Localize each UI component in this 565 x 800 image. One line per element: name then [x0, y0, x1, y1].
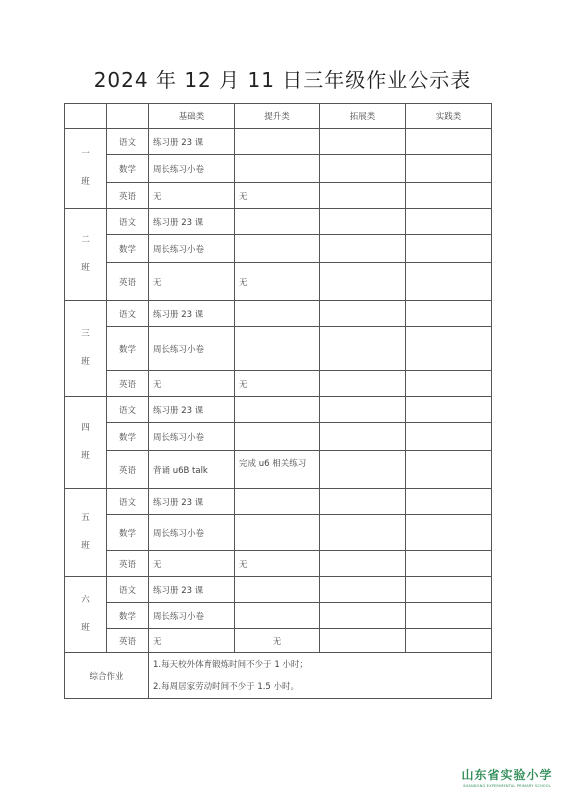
practice-cell — [406, 183, 492, 209]
improve-cell — [235, 155, 320, 183]
subject-cell: 语文 — [107, 577, 149, 603]
subject-cell: 数学 — [107, 235, 149, 263]
subject-cell: 语文 — [107, 209, 149, 235]
basic-cell: 练习册 23 课 — [149, 397, 235, 423]
subject-cell: 英语 — [107, 371, 149, 397]
class-label-char: 班 — [81, 176, 90, 187]
improve-cell — [235, 209, 320, 235]
header-cell — [107, 104, 149, 129]
class-label — [65, 129, 107, 209]
improve-cell — [235, 129, 320, 155]
improve-cell: 无 — [235, 183, 320, 209]
table-row — [65, 489, 492, 515]
summary-row — [65, 653, 492, 699]
expand-cell — [320, 155, 406, 183]
class-label-char: 五 — [81, 512, 90, 523]
class-label — [65, 209, 107, 301]
basic-cell: 周长练习小卷 — [149, 235, 235, 263]
improve-cell — [235, 603, 320, 629]
class-label — [65, 397, 107, 489]
practice-cell — [406, 209, 492, 235]
table-row — [65, 371, 492, 397]
subject-cell: 英语 — [107, 263, 149, 301]
table-row — [65, 603, 492, 629]
summary-label: 综合作业 — [65, 653, 149, 699]
class-label-char: 班 — [81, 262, 90, 273]
practice-cell — [406, 629, 492, 653]
subject-cell: 语文 — [107, 129, 149, 155]
table-row — [65, 397, 492, 423]
subject-cell: 英语 — [107, 183, 149, 209]
practice-cell — [406, 515, 492, 551]
basic-cell: 练习册 23 课 — [149, 577, 235, 603]
improve-cell: 无 — [235, 629, 320, 653]
improve-cell: 无 — [235, 263, 320, 301]
basic-cell: 背诵 u6B talk — [149, 451, 235, 489]
expand-cell — [320, 577, 406, 603]
improve-cell: 无 — [235, 551, 320, 577]
header-improve: 提升类 — [235, 104, 320, 129]
subject-cell: 数学 — [107, 423, 149, 451]
expand-cell — [320, 397, 406, 423]
improve-cell: 完成 u6 相关练习 — [235, 451, 320, 489]
class-label-char: 班 — [81, 356, 90, 367]
table-row — [65, 451, 492, 489]
header-row — [65, 104, 492, 129]
improve-cell — [235, 515, 320, 551]
summary-content — [149, 653, 492, 699]
summary-line: 1.每天校外体育锻炼时间不少于 1 小时； — [153, 659, 308, 670]
basic-cell: 练习册 23 课 — [149, 129, 235, 155]
table-row — [65, 155, 492, 183]
subject-cell: 数学 — [107, 327, 149, 371]
practice-cell — [406, 263, 492, 301]
table-row — [65, 301, 492, 327]
improve-cell — [235, 423, 320, 451]
expand-cell — [320, 451, 406, 489]
table-row — [65, 327, 492, 371]
practice-cell — [406, 301, 492, 327]
header-practice: 实践类 — [406, 104, 492, 129]
basic-cell: 无 — [149, 371, 235, 397]
subject-cell: 数学 — [107, 515, 149, 551]
table-row — [65, 515, 492, 551]
summary-line: 2.每周居家劳动时间不少于 1.5 小时。 — [153, 681, 300, 692]
basic-cell: 练习册 23 课 — [149, 301, 235, 327]
practice-cell — [406, 603, 492, 629]
class-label — [65, 301, 107, 397]
logo-cn-name: 山东省实验小学 — [461, 768, 553, 782]
expand-cell — [320, 371, 406, 397]
basic-cell: 练习册 23 课 — [149, 209, 235, 235]
header-cell — [65, 104, 107, 129]
table-row — [65, 209, 492, 235]
expand-cell — [320, 515, 406, 551]
practice-cell — [406, 423, 492, 451]
basic-cell: 无 — [149, 263, 235, 301]
improve-cell — [235, 235, 320, 263]
practice-cell — [406, 451, 492, 489]
expand-cell — [320, 129, 406, 155]
subject-cell: 英语 — [107, 551, 149, 577]
practice-cell — [406, 371, 492, 397]
class-label-char: 班 — [81, 450, 90, 461]
basic-cell: 无 — [149, 629, 235, 653]
improve-cell — [235, 327, 320, 371]
class-label — [65, 489, 107, 577]
basic-cell: 周长练习小卷 — [149, 603, 235, 629]
basic-cell: 周长练习小卷 — [149, 155, 235, 183]
improve-cell: 无 — [235, 371, 320, 397]
class-label-char: 三 — [81, 328, 90, 339]
class-label — [65, 577, 107, 653]
table-row — [65, 129, 492, 155]
practice-cell — [406, 155, 492, 183]
class-label-char: 一 — [81, 148, 90, 159]
class-label-char: 四 — [81, 422, 90, 433]
improve-cell — [235, 301, 320, 327]
table-row — [65, 183, 492, 209]
header-expand: 拓展类 — [320, 104, 406, 129]
improve-cell — [235, 397, 320, 423]
expand-cell — [320, 263, 406, 301]
school-logo — [459, 766, 555, 788]
table-row — [65, 551, 492, 577]
table-row — [65, 263, 492, 301]
homework-table — [64, 103, 492, 699]
basic-cell: 周长练习小卷 — [149, 327, 235, 371]
expand-cell — [320, 183, 406, 209]
expand-cell — [320, 327, 406, 371]
subject-cell: 数学 — [107, 155, 149, 183]
header-basic: 基础类 — [149, 104, 235, 129]
basic-cell: 无 — [149, 551, 235, 577]
expand-cell — [320, 489, 406, 515]
table-row — [65, 423, 492, 451]
practice-cell — [406, 577, 492, 603]
practice-cell — [406, 129, 492, 155]
subject-cell: 语文 — [107, 489, 149, 515]
practice-cell — [406, 235, 492, 263]
basic-cell: 周长练习小卷 — [149, 515, 235, 551]
basic-cell: 周长练习小卷 — [149, 423, 235, 451]
basic-cell: 无 — [149, 183, 235, 209]
subject-cell: 语文 — [107, 397, 149, 423]
table-row — [65, 235, 492, 263]
table-row — [65, 577, 492, 603]
practice-cell — [406, 489, 492, 515]
expand-cell — [320, 551, 406, 577]
practice-cell — [406, 551, 492, 577]
practice-cell — [406, 327, 492, 371]
expand-cell — [320, 423, 406, 451]
subject-cell: 语文 — [107, 301, 149, 327]
logo-en-name: SHANDONG EXPERIMENTAL PRIMARY SCHOOL — [463, 784, 551, 788]
class-label-char: 六 — [81, 594, 90, 605]
basic-cell: 练习册 23 课 — [149, 489, 235, 515]
expand-cell — [320, 603, 406, 629]
improve-cell — [235, 577, 320, 603]
expand-cell — [320, 209, 406, 235]
table-row — [65, 629, 492, 653]
expand-cell — [320, 235, 406, 263]
class-label-char: 班 — [81, 622, 90, 633]
practice-cell — [406, 397, 492, 423]
page-title: 2024 年 12 月 11 日三年级作业公示表 — [93, 68, 472, 92]
subject-cell: 数学 — [107, 603, 149, 629]
class-label-char: 班 — [81, 540, 90, 551]
subject-cell: 英语 — [107, 451, 149, 489]
class-label-char: 二 — [81, 234, 90, 245]
expand-cell — [320, 301, 406, 327]
subject-cell: 英语 — [107, 629, 149, 653]
improve-cell — [235, 489, 320, 515]
expand-cell — [320, 629, 406, 653]
